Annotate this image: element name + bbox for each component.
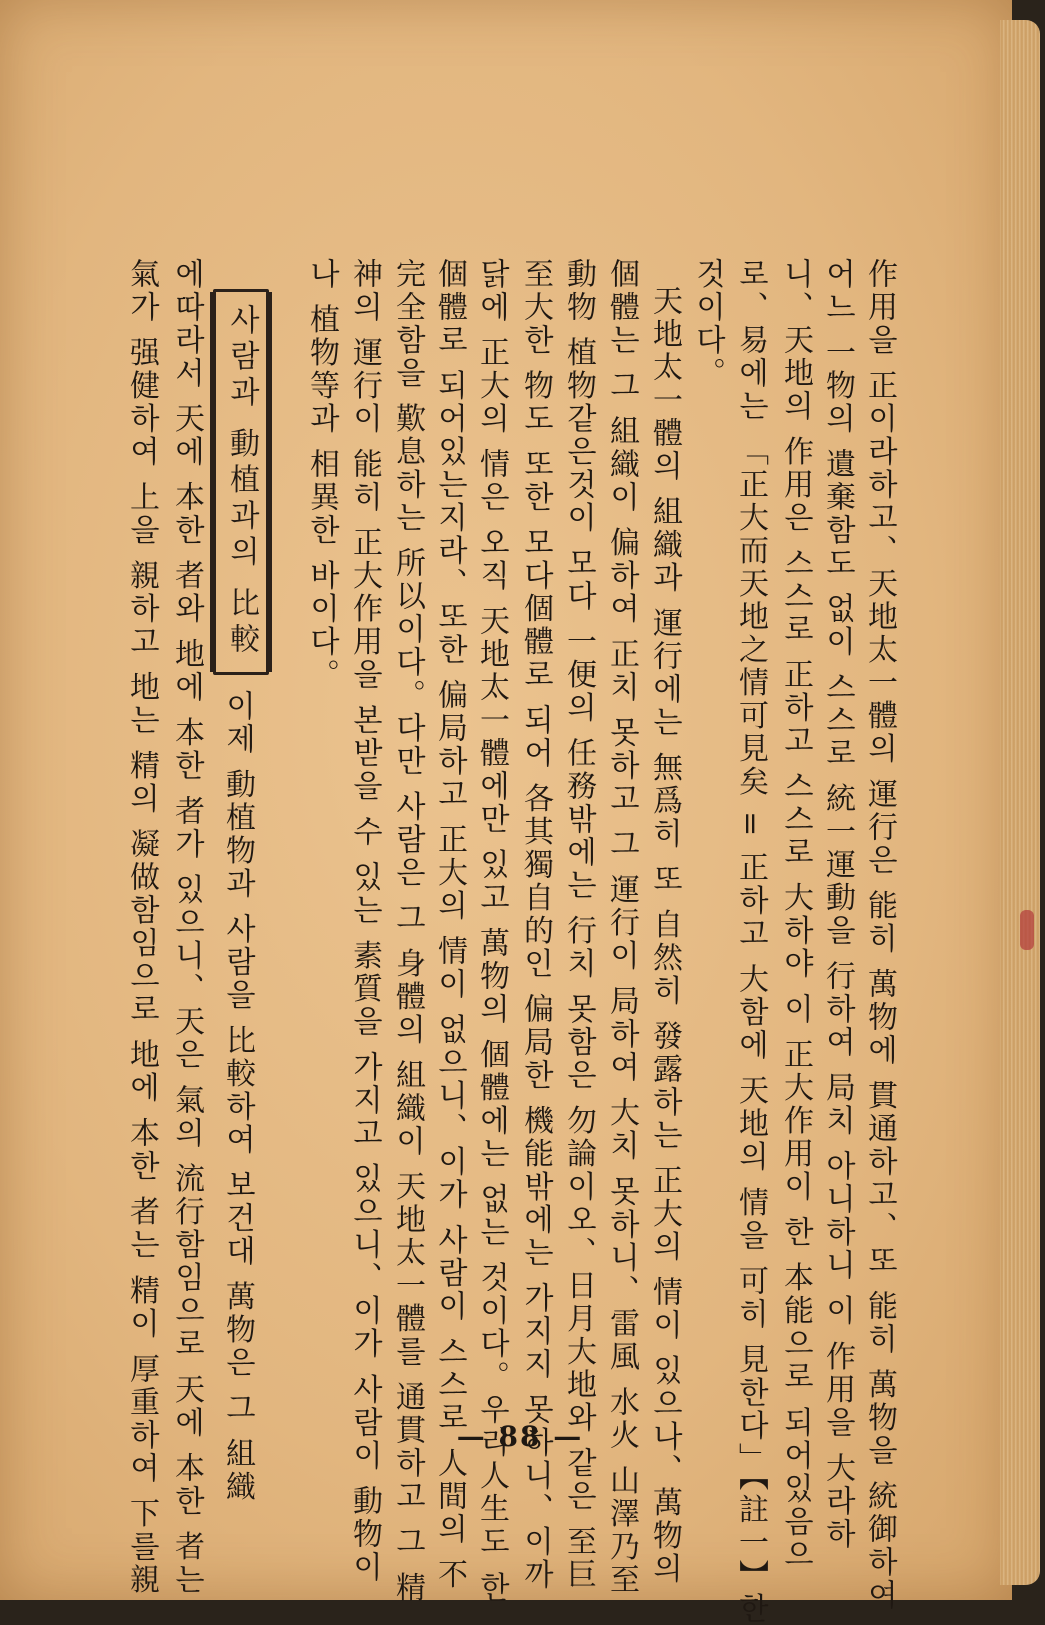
text-column-12: 完全함을 歎息하는 所以이다。다만 사람은 그 身體의 組織이 天地太一體를 通貫하고 그 精	[390, 258, 425, 1605]
text-column-4: 로、易에는 「正大而天地之情可見矣 = 正하고 大함에 天地의 情을 可히 見한다」【註一】한	[733, 258, 768, 1625]
page-number: — 88 —	[456, 1420, 584, 1453]
text-column-6: 天地太一體의 組織과 運行에는 無爲히 또 自然히 發露하는 正大의 情이 있으나、萬物의	[647, 285, 682, 1586]
text-column-3: 니、天地의 作用은 스스로 正하고 스스로 大하야 이 正大作用이 한 本能으로 되어있음으	[778, 258, 813, 1572]
page-edge	[1000, 20, 1040, 1585]
text-column-13: 神의 運行이 能히 正大作用을 본받을 수 있는 素質을 가지고 있으니、이가 사람이 動物이	[347, 258, 382, 1584]
text-column-10: 닭에 正大의 情은 오직 天地太一體에만 있고 萬物의 個體에는 없는 것이다。우리人生도 한	[474, 258, 509, 1605]
section-heading: 사람과 動植과의 比較	[224, 304, 259, 660]
text-column-7: 個體는 그 組織이 偏하여 正치 못하고 그 運行이 局하여 大치 못하니、雷風 水火 山澤乃至	[604, 258, 639, 1597]
text-column-5: 것이다。	[690, 258, 725, 390]
text-column-1: 作用을 正이라하고、天地太一體의 運行은 能히 萬物에 貫通하고、또 能히 萬物을 統御하여	[862, 258, 897, 1613]
text-column-17: 氣가 强健하여 上을 親하고 地는 精의 凝做함임으로 地에 本한 者는 精이 厚重하여 下를親	[124, 258, 159, 1597]
section-heading-box	[213, 289, 269, 675]
text-column-8: 動物 植物같은것이 모다 一便의 任務밖에는 行치 못함은 勿論이오、日月大地와 같은 至巨	[561, 258, 596, 1592]
text-column-11: 個體로 되어있는지라、또한 偏局하고 正大의 情이 없으니、이가 사람이 스스로 人間의 不	[432, 258, 467, 1592]
text-column-16: 에따라서 天에 本한 者와 地에 本한 者가 있으니、天은 氣의 流行함임으로 天에 本한 者는	[169, 258, 204, 1597]
text-column-15: 이제 動植物과 사람을 比較하여 보건대 萬物은 그 組織	[220, 690, 255, 1504]
red-stain	[1020, 910, 1034, 950]
text-column-9: 至大한 物도 또한 모다個體로 되어 各其獨自的인 偏局한 機能밖에는 가지지 못하니、이까	[518, 258, 553, 1592]
text-column-14: 나 植物等과 相異한 바이다。	[304, 258, 339, 692]
text-column-2: 어느 一物의 遺棄함도 없이 스스로 統一運動을 行하여 局치 아니하니 이 作用을 大라하	[820, 258, 855, 1551]
